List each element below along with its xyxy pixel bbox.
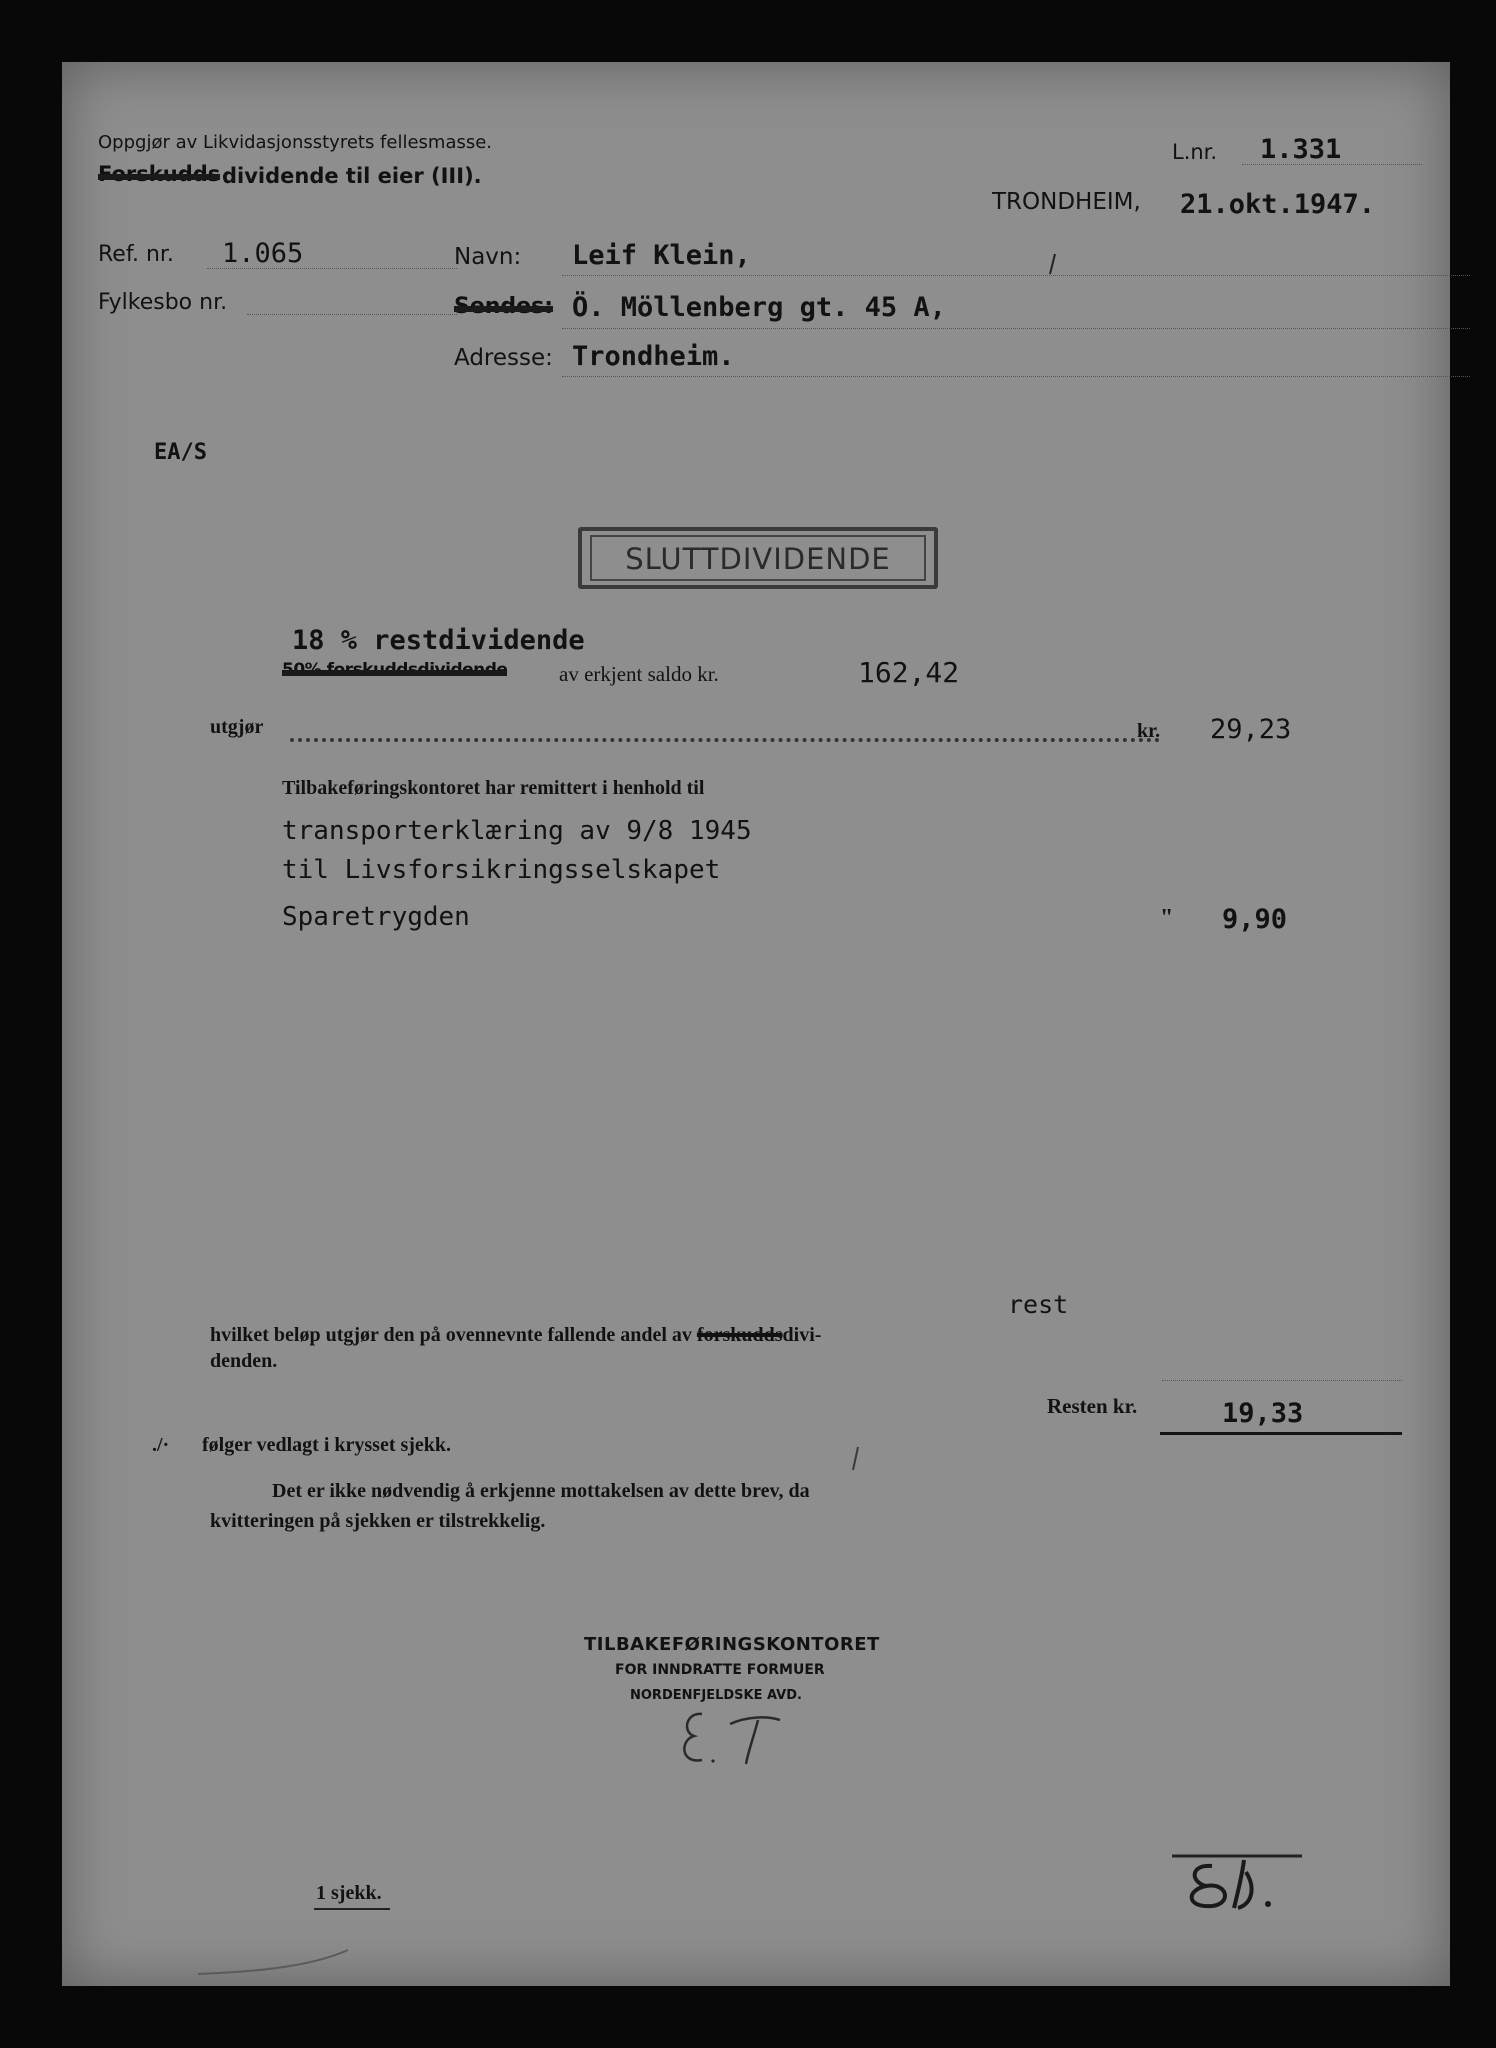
closing-struck: forskudds: [696, 1324, 783, 1346]
enclosed-mark: ./·: [152, 1434, 170, 1456]
note-line2: kvitteringen på sjekken er tilstrekkelig.: [210, 1510, 546, 1532]
letter-date: 21.okt.1947.: [1180, 189, 1376, 220]
sluttdividende-stamp: [578, 527, 938, 589]
enclosed-text: følger vedlagt i krysset sjekk.: [202, 1434, 452, 1456]
adresse-underline: [562, 376, 1470, 377]
tick-mark: [1047, 252, 1057, 276]
org-line3: NORDENFJELDSKE AVD.: [630, 1688, 802, 1703]
pencil-tick: [850, 1446, 860, 1472]
closing-text-a: hvilket beløp utgjør den på ovennevnte fallende andel av: [210, 1324, 697, 1346]
resten-value: 19,33: [1222, 1398, 1304, 1429]
navn-underline: [562, 275, 1470, 276]
ref-label: Ref. nr.: [98, 242, 174, 267]
utgjor-leader: [290, 738, 1160, 742]
note-line1: Det er ikke nødvendig å erkjenne mottakelsen av dette brev, da: [272, 1480, 810, 1502]
header-line2: dividende til eier (III).: [222, 164, 482, 188]
remit-intro: Tilbakeføringskontoret har remittert i henhold til: [282, 777, 705, 799]
lnr-label: L.nr.: [1172, 140, 1218, 164]
remit-ditto: ": [1160, 905, 1174, 931]
navn-value: Leif Klein,: [572, 240, 751, 271]
header-line1: Oppgjør av Likvidasjonsstyrets fellesmasse.: [98, 132, 493, 153]
utgjor-kr: kr.: [1137, 720, 1161, 742]
ref-initials: EA/S: [154, 440, 207, 465]
saldo-value: 162,42: [858, 656, 960, 689]
fylkesbo-underline: [247, 314, 457, 315]
sendes-label: Sendes:: [454, 294, 553, 319]
enclosure-underline: [314, 1908, 390, 1910]
stamp-text: SLUTTDIVIDENDE: [590, 535, 926, 581]
rest-insert: rest: [1008, 1290, 1069, 1319]
document-page: [62, 62, 1450, 1986]
enclosure-note: 1 sjekk.: [316, 1882, 382, 1904]
closing-text-b: divi-: [782, 1324, 822, 1346]
fylkesbo-label: Fylkesbo nr.: [98, 290, 228, 315]
resten-topline: [1162, 1380, 1402, 1381]
remit-line2: til Livsforsikringsselskapet: [282, 855, 721, 885]
sendes-value: Ö. Möllenberg gt. 45 A,: [572, 292, 946, 323]
lnr-underline: [1242, 164, 1422, 165]
header-struck-word: Forskudds: [98, 162, 221, 186]
ref-underline: [207, 268, 457, 269]
sendes-underline: [562, 328, 1470, 329]
remit-value: 9,90: [1222, 904, 1288, 935]
org-line1: TILBAKEFØRINGSKONTORET: [584, 1634, 880, 1655]
city: TRONDHEIM,: [992, 189, 1141, 215]
handwritten-mark: [1172, 1842, 1322, 1912]
lnr-value: 1.331: [1260, 134, 1342, 165]
closing-para-c: denden.: [210, 1350, 278, 1372]
resten-underline: [1160, 1432, 1402, 1435]
remit-line1: transporterklæring av 9/8 1945: [282, 816, 752, 846]
dividend-typed: 18 % restdividende: [292, 625, 585, 656]
closing-para-a: [210, 1324, 821, 1347]
dividend-struck: 50% forskuddsdividende: [282, 660, 508, 680]
resten-label: Resten kr.: [1047, 1394, 1138, 1418]
saldo-text: av erkjent saldo kr.: [559, 662, 719, 686]
ref-value: 1.065: [222, 238, 304, 269]
utgjor-value: 29,23: [1210, 714, 1292, 745]
adresse-label: Adresse:: [454, 345, 553, 371]
signature-initials: [668, 1702, 808, 1772]
remit-line3: Sparetrygden: [282, 902, 470, 932]
utgjor-label: utgjør: [210, 716, 264, 738]
navn-label: Navn:: [454, 244, 522, 270]
org-line2: FOR INNDRATTE FORMUER: [615, 1662, 825, 1678]
adresse-value: Trondheim.: [572, 341, 735, 372]
pencil-scribble: [198, 1944, 358, 1980]
